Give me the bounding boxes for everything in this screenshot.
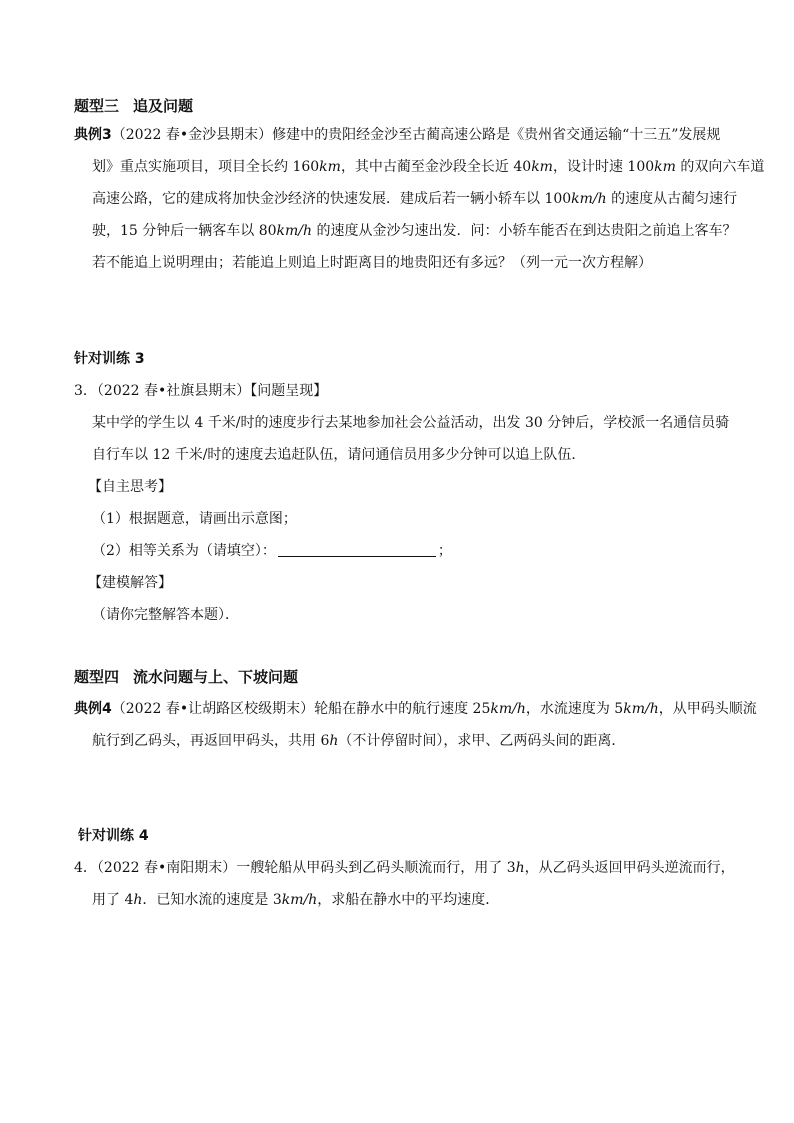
- drill3-line1: 某中学的学生以 4 千米/时的速度步行去某地参加社会公益活动，出发 30 分钟后，学校派一名通信员骑: [92, 415, 730, 431]
- section4-title-type: 题型四: [74, 668, 120, 686]
- example4-label: 典例4: [74, 701, 112, 717]
- section3-title-topic: 追及问题: [133, 97, 194, 115]
- drill3-question-head: 3．（2022 春•社旗县期末）【问题呈现】: [74, 383, 328, 399]
- example3-line3: 高速公路，它的建成将加快金沙经济的快速发展．建成后若一辆小轿车以 100km/h 的速度从古蔺匀速行: [92, 191, 738, 207]
- example3-line4: 驶，15 分钟后一辆客车以 80km/h 的速度从金沙匀速出发．问：小轿车能否在到达贵阳之前追上客车？: [92, 223, 737, 239]
- drill3-subq2: （2）相等关系为（请填空）： ；: [92, 543, 452, 559]
- drill3-title: 针对训练 3: [74, 351, 145, 367]
- section3-title: [74, 96, 193, 116]
- section4-title-topic: 流水问题与上、下坡问题: [133, 668, 299, 686]
- drill3-line2: 自行车以 12 千米/时的速度去追赶队伍，请问通信员用多少分钟可以追上队伍．: [92, 447, 586, 463]
- example4-line2: 航行到乙码头，再返回甲码头，共用 6h（不计停留时间），求甲、乙两码头间的距离．: [92, 733, 626, 749]
- section4-title: [74, 667, 298, 687]
- example3-source: （2022 春•金沙县期末）: [111, 127, 273, 143]
- drill3-think-heading: 【自主思考】: [88, 479, 172, 495]
- drill4-line2: 用了 4h．已知水流的速度是 3km/h，求船在静水中的平均速度．: [92, 892, 500, 908]
- example3-label: 典例3: [74, 127, 112, 143]
- drill3-model-heading: 【建模解答】: [88, 575, 172, 591]
- section3-title-type: 题型三: [74, 97, 120, 115]
- answer-blank[interactable]: [278, 542, 436, 557]
- drill4-title: 针对训练 4: [78, 828, 149, 844]
- example4-line1: 典例4（2022 春•让胡路区校级期末）轮船在静水中的航行速度 25km/h，水流速度为 5km/h，从甲码头顺流: [74, 701, 757, 717]
- example3-line2: 划》重点实施项目，项目全长约 160km，其中古蔺至金沙段全长近 40km，设计时速 100km 的双向六车道: [92, 159, 765, 175]
- example3-line1: 典例3（2022 春•金沙县期末）修建中的贵阳经金沙至古蔺高速公路是《贵州省交通运输“十三五”发展规: [74, 127, 721, 143]
- example4-source: （2022 春•让胡路区校级期末）: [111, 701, 315, 717]
- drill4-line1: 4．（2022 春•南阳期末）一艘轮船从甲码头到乙码头顺流而行，用了 3h，从乙码头返回甲码头逆流而行，: [74, 860, 735, 876]
- drill3-model-note: （请你完整解答本题）．: [92, 607, 239, 623]
- example3-line5: 若不能追上说明理由；若能追上则追上时距离目的地贵阳还有多远？（列一元一次方程解）: [92, 255, 652, 271]
- drill3-subq1: （1）根据题意，请画出示意图；: [92, 511, 297, 527]
